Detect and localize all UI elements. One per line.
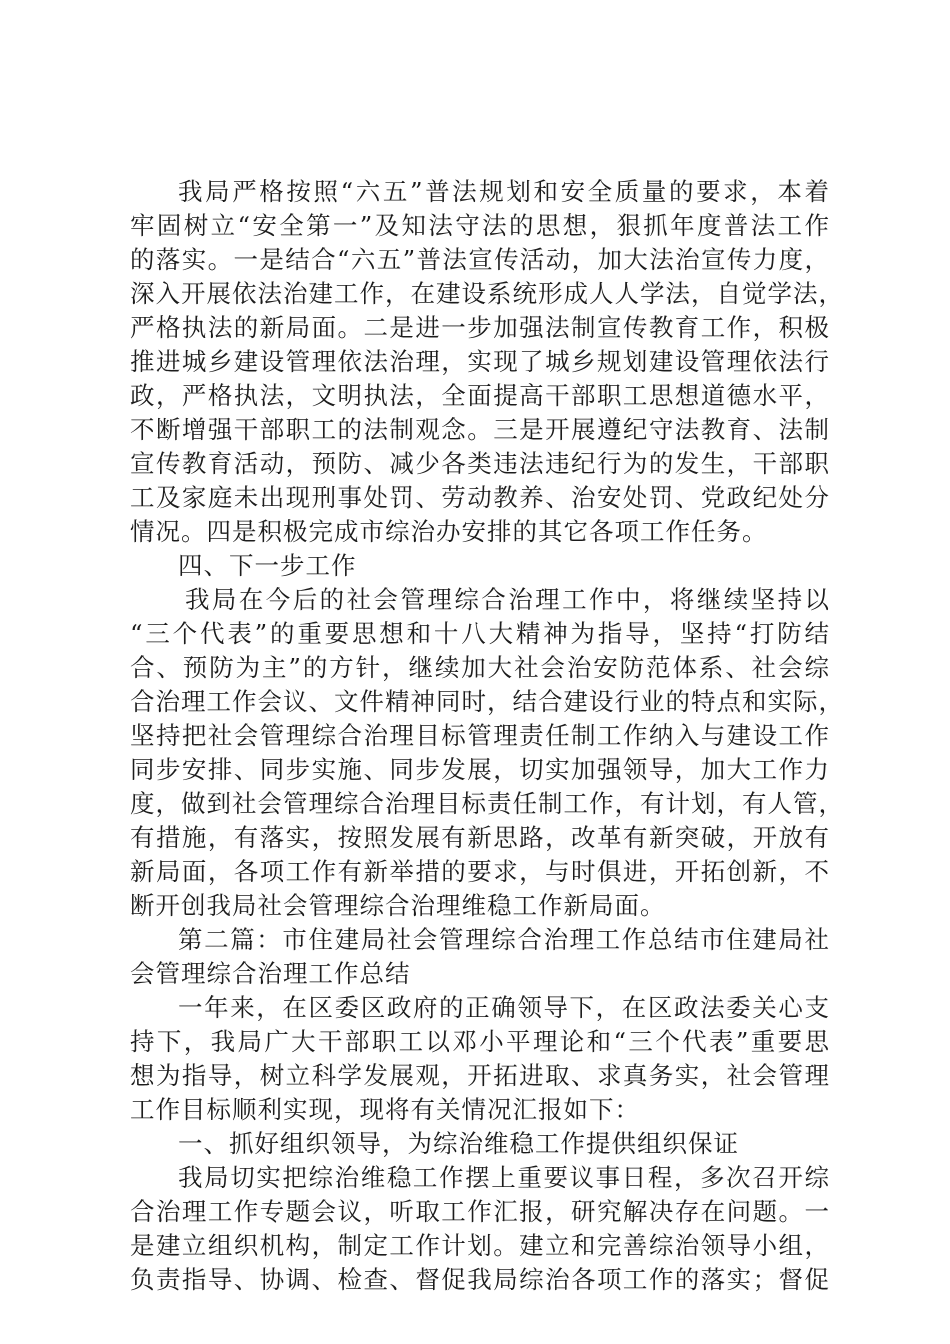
text-line: 断开创我局社会管理综合治理维稳工作新局面。 bbox=[130, 891, 666, 920]
text-line: 有措施，有落实，按照发展有新思路，改革有新突破，开放有 bbox=[130, 823, 830, 852]
text-line: 牢固树立“安全第一”及知法守法的思想，狠抓年度普法工作 bbox=[130, 211, 830, 240]
section-heading: 四、下一步工作 bbox=[178, 551, 357, 580]
text-line: “三个代表”的重要思想和十八大精神为指导，坚持“打防结 bbox=[130, 619, 830, 648]
text-line: 合、预防为主”的方针，继续加大社会治安防范体系、社会综 bbox=[130, 653, 830, 682]
text-line: 情况。四是积极完成市综治办安排的其它各项工作任务。 bbox=[130, 517, 768, 546]
text-line: 深入开展依法治建工作，在建设系统形成人人学法，自觉学法， bbox=[130, 279, 844, 308]
text-line: 不断增强干部职工的法制观念。三是开展遵纪守法教育、法制 bbox=[130, 415, 830, 444]
text-line: 同步安排、同步实施、同步发展，切实加强领导，加大工作力 bbox=[130, 755, 830, 784]
section-heading: 一、抓好组织领导，为综治维稳工作提供组织保证 bbox=[178, 1129, 739, 1158]
text-line: 合治理工作会议、文件精神同时，结合建设行业的特点和实际， bbox=[130, 687, 844, 716]
text-line: 工及家庭未出现刑事处罚、劳动教养、治安处罚、党政纪处分 bbox=[130, 483, 830, 512]
text-line: 一年来，在区委区政府的正确领导下，在区政法委关心支 bbox=[178, 993, 830, 1022]
text-line: 推进城乡建设管理依法治理，实现了城乡规划建设管理依法行 bbox=[130, 347, 830, 376]
text-line: 政，严格执法，文明执法，全面提高干部职工思想道德水平， bbox=[130, 381, 830, 410]
text-line: 新局面，各项工作有新举措的要求，与时俱进，开拓创新，不 bbox=[130, 857, 830, 886]
section-title: 会管理综合治理工作总结 bbox=[130, 959, 411, 988]
text-line: 宣传教育活动，预防、减少各类违法违纪行为的发生，干部职 bbox=[130, 449, 830, 478]
text-line: 我局切实把综治维稳工作摆上重要议事日程，多次召开综 bbox=[178, 1163, 830, 1192]
text-line: 我局严格按照“六五”普法规划和安全质量的要求，本着 bbox=[178, 177, 830, 206]
text-line: 坚持把社会管理综合治理目标管理责任制工作纳入与建设工作 bbox=[130, 721, 830, 750]
text-line: 我局在今后的社会管理综合治理工作中，将继续坚持以 bbox=[185, 585, 830, 614]
text-line: 是建立组织机构，制定工作计划。建立和完善综治领导小组， bbox=[130, 1231, 830, 1260]
text-line: 负责指导、协调、检查、督促我局综治各项工作的落实；督促 bbox=[130, 1265, 830, 1294]
text-line: 的落实。一是结合“六五”普法宣传活动，加大法治宣传力度， bbox=[130, 245, 830, 274]
text-line: 严格执法的新局面。二是进一步加强法制宣传教育工作，积极 bbox=[130, 313, 830, 342]
text-line: 度，做到社会管理综合治理目标责任制工作，有计划，有人管， bbox=[130, 789, 844, 818]
text-line: 想为指导，树立科学发展观，开拓进取、求真务实，社会管理 bbox=[130, 1061, 830, 1090]
text-line: 合治理工作专题会议，听取工作汇报，研究解决存在问题。一 bbox=[130, 1197, 830, 1226]
text-line: 工作目标顺利实现，现将有关情况汇报如下： bbox=[130, 1095, 640, 1124]
text-line: 持下，我局广大干部职工以邓小平理论和“三个代表”重要思 bbox=[130, 1027, 830, 1056]
section-title: 第二篇：市住建局社会管理综合治理工作总结市住建局社 bbox=[178, 925, 830, 954]
